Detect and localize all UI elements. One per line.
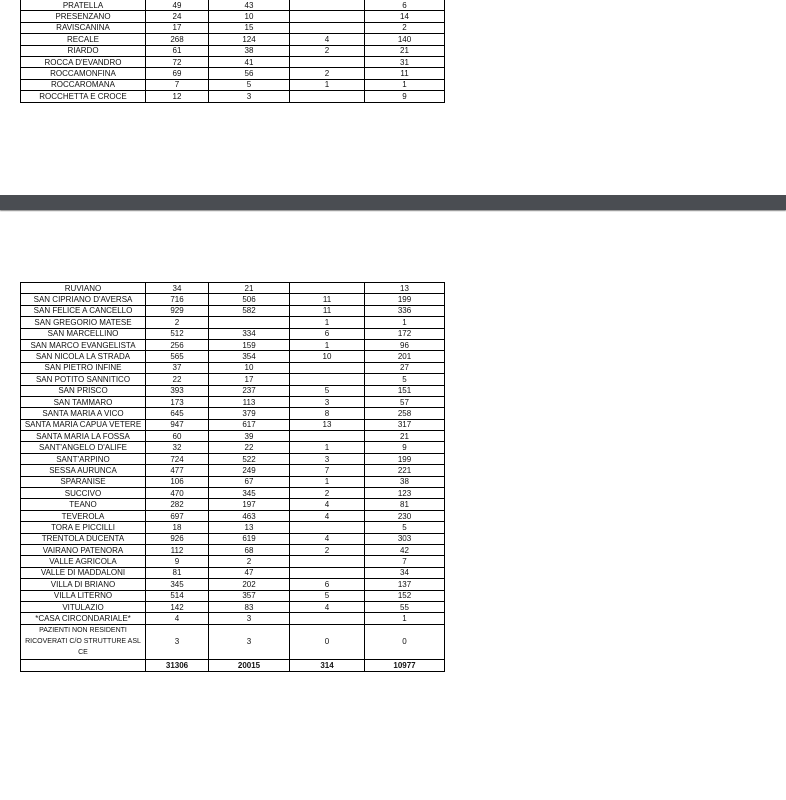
municipality-cell: SAN MARCO EVANGELISTA	[21, 339, 146, 350]
value-cell: 10	[209, 362, 290, 373]
value-cell: 5	[365, 374, 445, 385]
value-cell: 151	[365, 385, 445, 396]
table-row	[21, 34, 445, 45]
value-cell: 34	[146, 283, 209, 294]
table-row	[21, 453, 445, 464]
value-cell: 4	[290, 601, 365, 612]
value-cell: 11	[290, 294, 365, 305]
value-cell: 0	[365, 624, 445, 659]
value-cell: 3	[209, 624, 290, 659]
value-cell: 393	[146, 385, 209, 396]
value-cell	[290, 431, 365, 442]
value-cell: 512	[146, 328, 209, 339]
municipality-cell: RECALE	[21, 34, 146, 45]
value-cell: 140	[365, 34, 445, 45]
table-row	[21, 419, 445, 430]
value-cell: 152	[365, 590, 445, 601]
value-cell: 13	[290, 419, 365, 430]
value-cell: 582	[209, 305, 290, 316]
municipality-cell	[21, 659, 146, 671]
municipality-cell: TRENTOLA DUCENTA	[21, 533, 146, 544]
municipality-cell: TEVEROLA	[21, 510, 146, 521]
value-cell: 38	[209, 45, 290, 56]
table-row	[21, 328, 445, 339]
value-cell: 106	[146, 476, 209, 487]
municipality-cell: RAVISCANINA	[21, 22, 146, 33]
value-cell: 38	[365, 476, 445, 487]
municipality-cell: SAN PRISCO	[21, 385, 146, 396]
value-cell: 81	[146, 567, 209, 578]
value-cell: 947	[146, 419, 209, 430]
value-cell: 34	[365, 567, 445, 578]
value-cell: 929	[146, 305, 209, 316]
table-row	[21, 579, 445, 590]
value-cell: 15	[209, 22, 290, 33]
municipality-cell: ROCCAMONFINA	[21, 68, 146, 79]
table-row	[21, 0, 445, 11]
value-cell: 2	[290, 45, 365, 56]
value-cell: 9	[365, 442, 445, 453]
value-cell: 17	[146, 22, 209, 33]
value-cell: 10977	[365, 659, 445, 671]
value-cell: 1	[290, 339, 365, 350]
value-cell: 514	[146, 590, 209, 601]
value-cell: 22	[146, 374, 209, 385]
value-cell: 197	[209, 499, 290, 510]
value-cell: 9	[146, 556, 209, 567]
municipality-cell: SESSA AURUNCA	[21, 465, 146, 476]
value-cell	[290, 91, 365, 102]
value-cell: 1	[290, 79, 365, 90]
value-cell: 2	[290, 544, 365, 555]
table-row	[21, 533, 445, 544]
table-row	[21, 351, 445, 362]
municipality-cell: ROCCHETTA E CROCE	[21, 91, 146, 102]
value-cell: 27	[365, 362, 445, 373]
value-cell: 55	[365, 601, 445, 612]
value-cell: 2	[365, 22, 445, 33]
table-row	[21, 499, 445, 510]
municipality-cell: VALLE AGRICOLA	[21, 556, 146, 567]
value-cell: 81	[365, 499, 445, 510]
value-cell: 2	[290, 68, 365, 79]
table-row	[21, 408, 445, 419]
table-row	[21, 396, 445, 407]
table-body	[21, 0, 445, 102]
value-cell: 463	[209, 510, 290, 521]
value-cell	[290, 22, 365, 33]
municipality-cell: SANT'ANGELO D'ALIFE	[21, 442, 146, 453]
value-cell: 256	[146, 339, 209, 350]
value-cell: 201	[365, 351, 445, 362]
value-cell: 17	[209, 374, 290, 385]
value-cell: 61	[146, 45, 209, 56]
value-cell: 173	[146, 396, 209, 407]
value-cell: 345	[209, 488, 290, 499]
value-cell: 1	[290, 442, 365, 453]
total-row	[21, 659, 445, 671]
value-cell: 565	[146, 351, 209, 362]
value-cell: 1	[290, 476, 365, 487]
value-cell: 21	[365, 431, 445, 442]
value-cell: 619	[209, 533, 290, 544]
value-cell: 5	[365, 522, 445, 533]
municipality-table-bottom	[20, 282, 445, 672]
table-row	[21, 22, 445, 33]
value-cell: 24	[146, 11, 209, 22]
value-cell: 3	[290, 396, 365, 407]
municipality-table-top	[20, 0, 445, 103]
value-cell: 11	[290, 305, 365, 316]
table-row	[21, 613, 445, 624]
value-cell: 506	[209, 294, 290, 305]
municipality-cell: SANT'ARPINO	[21, 453, 146, 464]
value-cell: 230	[365, 510, 445, 521]
municipality-cell: SAN MARCELLINO	[21, 328, 146, 339]
table-row	[21, 45, 445, 56]
value-cell: 2	[209, 556, 290, 567]
value-cell: 6	[290, 328, 365, 339]
municipality-cell: SPARANISE	[21, 476, 146, 487]
value-cell	[290, 556, 365, 567]
value-cell: 357	[209, 590, 290, 601]
value-cell: 477	[146, 465, 209, 476]
value-cell: 41	[209, 56, 290, 67]
municipality-cell: RIARDO	[21, 45, 146, 56]
value-cell: 124	[209, 34, 290, 45]
value-cell: 522	[209, 453, 290, 464]
value-cell: 379	[209, 408, 290, 419]
value-cell: 697	[146, 510, 209, 521]
value-cell: 22	[209, 442, 290, 453]
table-row	[21, 362, 445, 373]
value-cell: 31	[365, 56, 445, 67]
value-cell: 4	[146, 613, 209, 624]
value-cell: 7	[365, 556, 445, 567]
table-row	[21, 294, 445, 305]
value-cell: 8	[290, 408, 365, 419]
value-cell: 37	[146, 362, 209, 373]
table-row	[21, 442, 445, 453]
value-cell: 9	[365, 91, 445, 102]
table-row	[21, 601, 445, 612]
value-cell: 18	[146, 522, 209, 533]
value-cell: 4	[290, 34, 365, 45]
table-row	[21, 385, 445, 396]
value-cell: 5	[209, 79, 290, 90]
value-cell: 268	[146, 34, 209, 45]
table-body	[21, 283, 445, 672]
municipality-cell: SUCCIVO	[21, 488, 146, 499]
value-cell	[290, 11, 365, 22]
municipality-cell: VILLA LITERNO	[21, 590, 146, 601]
municipality-cell: VALLE DI MADDALONI	[21, 567, 146, 578]
value-cell: 3	[209, 91, 290, 102]
value-cell: 1	[290, 317, 365, 328]
value-cell: 96	[365, 339, 445, 350]
value-cell: 14	[365, 11, 445, 22]
value-cell: 470	[146, 488, 209, 499]
value-cell: 32	[146, 442, 209, 453]
value-cell: 123	[365, 488, 445, 499]
value-cell: 724	[146, 453, 209, 464]
table-row	[21, 465, 445, 476]
municipality-cell: VAIRANO PATENORA	[21, 544, 146, 555]
value-cell: 49	[146, 0, 209, 11]
value-cell: 10	[290, 351, 365, 362]
table-row	[21, 556, 445, 567]
value-cell: 1	[365, 79, 445, 90]
value-cell: 317	[365, 419, 445, 430]
table-row	[21, 544, 445, 555]
value-cell: 334	[209, 328, 290, 339]
table-row	[21, 476, 445, 487]
value-cell: 199	[365, 294, 445, 305]
value-cell: 6	[290, 579, 365, 590]
value-cell: 249	[209, 465, 290, 476]
municipality-cell: PAZIENTI NON RESIDENTI RICOVERATI C/O STRUTTURE ASL CE	[21, 624, 146, 659]
value-cell: 1	[365, 317, 445, 328]
value-cell: 354	[209, 351, 290, 362]
value-cell: 5	[290, 590, 365, 601]
table-row	[21, 522, 445, 533]
value-cell	[290, 374, 365, 385]
table-row	[21, 79, 445, 90]
municipality-cell: SAN FELICE A CANCELLO	[21, 305, 146, 316]
value-cell	[290, 522, 365, 533]
value-cell: 6	[365, 0, 445, 11]
value-cell: 112	[146, 544, 209, 555]
value-cell: 172	[365, 328, 445, 339]
value-cell: 142	[146, 601, 209, 612]
value-cell: 4	[290, 499, 365, 510]
value-cell: 137	[365, 579, 445, 590]
value-cell: 13	[365, 283, 445, 294]
table-row	[21, 488, 445, 499]
table-row	[21, 431, 445, 442]
value-cell: 199	[365, 453, 445, 464]
value-cell: 20015	[209, 659, 290, 671]
municipality-cell: ROCCA D'EVANDRO	[21, 56, 146, 67]
value-cell: 3	[146, 624, 209, 659]
value-cell: 202	[209, 579, 290, 590]
value-cell: 21	[365, 45, 445, 56]
value-cell: 3	[209, 613, 290, 624]
municipality-cell: SAN GREGORIO MATESE	[21, 317, 146, 328]
municipality-cell: SANTA MARIA LA FOSSA	[21, 431, 146, 442]
value-cell: 60	[146, 431, 209, 442]
value-cell: 926	[146, 533, 209, 544]
municipality-cell: SAN NICOLA LA STRADA	[21, 351, 146, 362]
table-row	[21, 56, 445, 67]
municipality-cell: PRATELLA	[21, 0, 146, 11]
value-cell: 13	[209, 522, 290, 533]
value-cell: 336	[365, 305, 445, 316]
table-row	[21, 510, 445, 521]
municipality-cell: TORA E PICCILLI	[21, 522, 146, 533]
value-cell: 47	[209, 567, 290, 578]
municipality-cell: ROCCAROMANA	[21, 79, 146, 90]
municipality-cell: SAN POTITO SANNITICO	[21, 374, 146, 385]
value-cell	[290, 0, 365, 11]
value-cell: 68	[209, 544, 290, 555]
value-cell: 56	[209, 68, 290, 79]
municipality-cell: PRESENZANO	[21, 11, 146, 22]
value-cell: 67	[209, 476, 290, 487]
value-cell: 10	[209, 11, 290, 22]
municipality-cell: VITULAZIO	[21, 601, 146, 612]
value-cell	[290, 283, 365, 294]
value-cell: 716	[146, 294, 209, 305]
table-row	[21, 590, 445, 601]
municipality-cell: SANTA MARIA CAPUA VETERE	[21, 419, 146, 430]
value-cell: 1	[365, 613, 445, 624]
value-cell: 258	[365, 408, 445, 419]
value-cell: 645	[146, 408, 209, 419]
value-cell: 2	[146, 317, 209, 328]
table-row	[21, 11, 445, 22]
value-cell: 11	[365, 68, 445, 79]
value-cell: 2	[290, 488, 365, 499]
table-row	[21, 283, 445, 294]
value-cell: 4	[290, 533, 365, 544]
value-cell: 617	[209, 419, 290, 430]
value-cell: 83	[209, 601, 290, 612]
value-cell: 72	[146, 56, 209, 67]
value-cell: 57	[365, 396, 445, 407]
table-row	[21, 567, 445, 578]
table-row	[21, 68, 445, 79]
municipality-cell: RUVIANO	[21, 283, 146, 294]
municipality-cell: SAN CIPRIANO D'AVERSA	[21, 294, 146, 305]
municipality-cell: TEANO	[21, 499, 146, 510]
table-row	[21, 374, 445, 385]
value-cell	[209, 317, 290, 328]
value-cell: 314	[290, 659, 365, 671]
table-row	[21, 91, 445, 102]
note-row	[21, 624, 445, 659]
table-row	[21, 339, 445, 350]
value-cell: 31306	[146, 659, 209, 671]
municipality-cell: *CASA CIRCONDARIALE*	[21, 613, 146, 624]
value-cell: 159	[209, 339, 290, 350]
value-cell: 3	[290, 453, 365, 464]
value-cell: 7	[146, 79, 209, 90]
value-cell: 42	[365, 544, 445, 555]
value-cell: 0	[290, 624, 365, 659]
value-cell: 39	[209, 431, 290, 442]
municipality-cell: VILLA DI BRIANO	[21, 579, 146, 590]
value-cell: 282	[146, 499, 209, 510]
municipality-cell: SAN TAMMARO	[21, 396, 146, 407]
value-cell	[290, 613, 365, 624]
municipality-cell: SAN PIETRO INFINE	[21, 362, 146, 373]
value-cell: 5	[290, 385, 365, 396]
table-row	[21, 305, 445, 316]
page-divider	[0, 195, 786, 210]
value-cell: 113	[209, 396, 290, 407]
value-cell: 7	[290, 465, 365, 476]
value-cell: 43	[209, 0, 290, 11]
value-cell: 21	[209, 283, 290, 294]
value-cell: 237	[209, 385, 290, 396]
value-cell: 12	[146, 91, 209, 102]
value-cell: 345	[146, 579, 209, 590]
value-cell: 303	[365, 533, 445, 544]
value-cell: 4	[290, 510, 365, 521]
value-cell: 69	[146, 68, 209, 79]
value-cell: 221	[365, 465, 445, 476]
value-cell	[290, 56, 365, 67]
value-cell	[290, 567, 365, 578]
table-row	[21, 317, 445, 328]
municipality-cell: SANTA MARIA A VICO	[21, 408, 146, 419]
value-cell	[290, 362, 365, 373]
